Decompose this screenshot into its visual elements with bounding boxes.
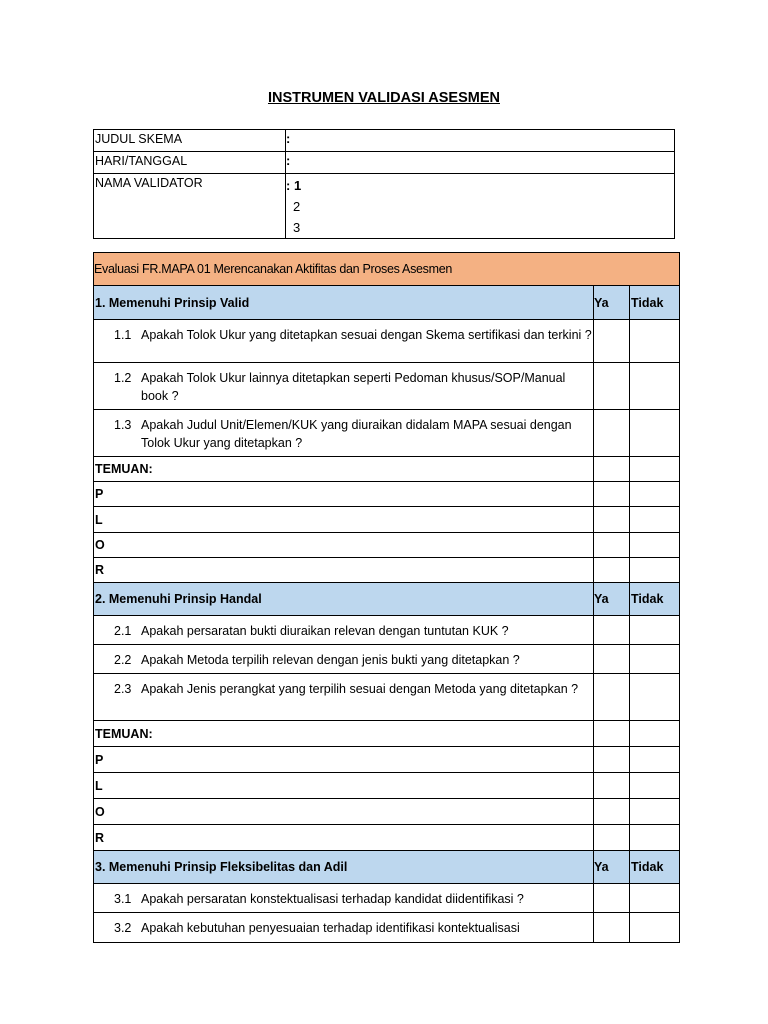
question-number: 1.3 [114,418,132,432]
section-header-row [94,286,680,320]
question-row [94,320,680,363]
answer-tidak-cell[interactable] [630,320,680,363]
section-title: 2. Memenuhi Prinsip Handal [94,583,594,616]
temuan-row [94,457,680,482]
section-header-row [94,583,680,616]
answer-tidak-cell[interactable] [630,747,680,773]
temuan-label: TEMUAN: [94,457,594,482]
question-cell [94,363,594,410]
info-table [93,129,675,239]
question-text: Apakah kebutuhan penyesuaian terhadap identifikasi kontektualisasi [141,921,520,935]
plor-label: L [94,507,594,533]
question-cell [94,410,594,457]
plor-row [94,825,680,851]
section-title: 3. Memenuhi Prinsip Fleksibelitas dan Adil [94,851,594,884]
question-cell [94,884,594,913]
validator-2: 2 [293,199,301,214]
plor-label: P [94,482,594,507]
answer-ya-cell[interactable] [594,747,630,773]
plor-label: R [94,825,594,851]
answer-ya-cell[interactable] [594,825,630,851]
question-cell [94,913,594,943]
judul-skema-value[interactable]: : [286,130,675,152]
document-title: INSTRUMEN VALIDASI ASESMEN [267,90,500,106]
question-number: 2.3 [114,682,132,696]
answer-ya-cell[interactable] [594,457,630,482]
plor-row [94,507,680,533]
col-ya-label: Ya [594,286,630,320]
question-text: Apakah persaratan konstektualisasi terhadap kandidat diidentifikasi ? [141,892,524,906]
col-tidak-label: Tidak [630,286,680,320]
question-number: 3.1 [114,892,132,906]
answer-ya-cell[interactable] [594,645,630,674]
question-number: 2.1 [114,624,132,638]
plor-row [94,482,680,507]
answer-ya-cell[interactable] [594,558,630,583]
plor-label: R [94,558,594,583]
answer-ya-cell[interactable] [594,320,630,363]
col-tidak-label: Tidak [630,851,680,884]
question-cell [94,674,594,721]
nama-validator-value[interactable] [286,174,675,239]
question-row [94,645,680,674]
plor-row [94,799,680,825]
answer-tidak-cell[interactable] [630,913,680,943]
question-row [94,884,680,913]
question-row [94,913,680,943]
answer-ya-cell[interactable] [594,482,630,507]
plor-label: P [94,747,594,773]
evaluation-header: Evaluasi FR.MAPA 01 Merencanakan Aktifitas dan Proses Asesmen [94,253,680,286]
temuan-row [94,721,680,747]
section-title: 1. Memenuhi Prinsip Valid [94,286,594,320]
question-text: Apakah Jenis perangkat yang terpilih sesuai dengan Metoda yang ditetapkan ? [141,682,579,696]
question-number: 1.1 [114,328,132,342]
judul-skema-label: JUDUL SKEMA [94,130,286,152]
hari-tanggal-value[interactable]: : [286,152,675,174]
answer-tidak-cell[interactable] [630,410,680,457]
answer-tidak-cell[interactable] [630,482,680,507]
answer-ya-cell[interactable] [594,773,630,799]
info-row-validator [94,174,675,239]
question-row [94,410,680,457]
question-cell [94,645,594,674]
answer-tidak-cell[interactable] [630,533,680,558]
question-text: Apakah Metoda terpilih relevan dengan jenis bukti yang ditetapkan ? [141,653,520,667]
answer-tidak-cell[interactable] [630,457,680,482]
question-text: Apakah Tolok Ukur lainnya ditetapkan seperti Pedoman khusus/SOP/Manual book ? [141,371,566,403]
plor-row [94,533,680,558]
plor-label: O [94,799,594,825]
answer-tidak-cell[interactable] [630,884,680,913]
answer-tidak-cell[interactable] [630,645,680,674]
question-row [94,616,680,645]
answer-ya-cell[interactable] [594,616,630,645]
validator-1: : 1 [286,178,302,193]
question-text: Apakah Judul Unit/Elemen/KUK yang diuraikan didalam MAPA sesuai dengan Tolok Ukur yang ditetapkan ? [141,418,572,450]
plor-row [94,773,680,799]
plor-row [94,558,680,583]
answer-tidak-cell[interactable] [630,363,680,410]
question-number: 3.2 [114,921,132,935]
answer-ya-cell[interactable] [594,884,630,913]
answer-tidak-cell[interactable] [630,825,680,851]
answer-ya-cell[interactable] [594,799,630,825]
evaluation-table [93,252,680,943]
col-ya-label: Ya [594,583,630,616]
answer-ya-cell[interactable] [594,913,630,943]
answer-tidak-cell[interactable] [630,721,680,747]
col-ya-label: Ya [594,851,630,884]
answer-ya-cell[interactable] [594,674,630,721]
question-number: 2.2 [114,653,132,667]
question-row [94,674,680,721]
answer-ya-cell[interactable] [594,507,630,533]
answer-tidak-cell[interactable] [630,558,680,583]
answer-tidak-cell[interactable] [630,773,680,799]
validator-3: 3 [293,220,301,235]
question-cell [94,320,594,363]
hari-tanggal-label: HARI/TANGGAL [94,152,286,174]
answer-tidak-cell[interactable] [630,799,680,825]
answer-ya-cell[interactable] [594,721,630,747]
answer-tidak-cell[interactable] [630,616,680,645]
info-row-hari [94,152,675,174]
question-row [94,363,680,410]
answer-tidak-cell[interactable] [630,674,680,721]
col-tidak-label: Tidak [630,583,680,616]
answer-ya-cell[interactable] [594,533,630,558]
plor-row [94,747,680,773]
answer-ya-cell[interactable] [594,363,630,410]
question-text: Apakah persaratan bukti diuraikan relevan dengan tuntutan KUK ? [141,624,509,638]
plor-label: O [94,533,594,558]
question-text: Apakah Tolok Ukur yang ditetapkan sesuai dengan Skema sertifikasi dan terkini ? [141,328,592,342]
temuan-label: TEMUAN: [94,721,594,747]
nama-validator-label: NAMA VALIDATOR [94,174,286,239]
answer-ya-cell[interactable] [594,410,630,457]
question-cell [94,616,594,645]
evaluation-header-row [94,253,680,286]
question-number: 1.2 [114,371,132,385]
plor-label: L [94,773,594,799]
section-header-row [94,851,680,884]
answer-tidak-cell[interactable] [630,507,680,533]
info-row-judul [94,130,675,152]
